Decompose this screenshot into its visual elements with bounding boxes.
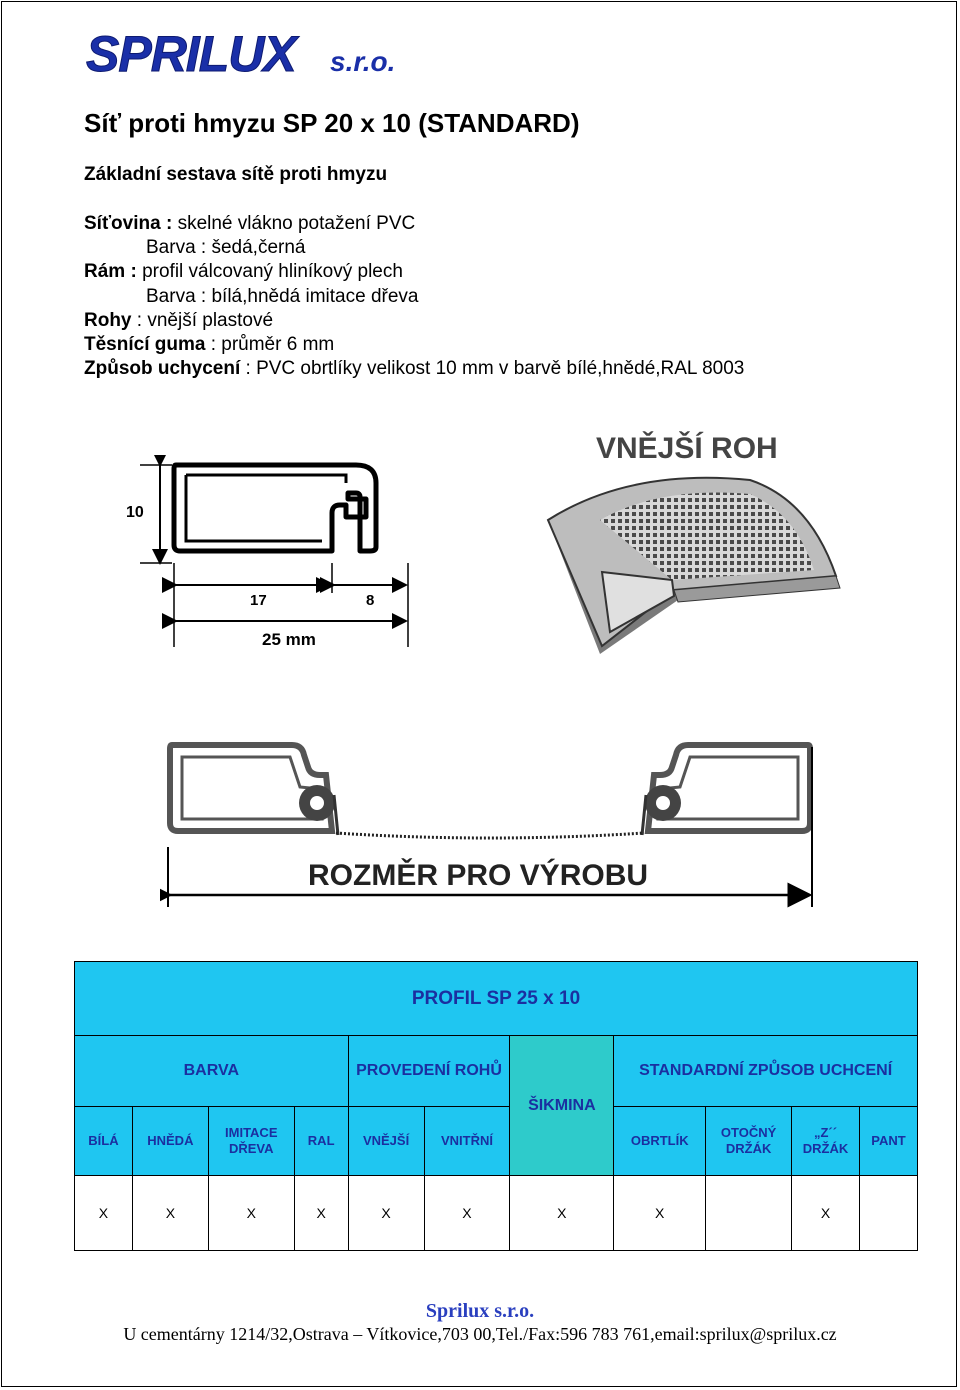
production-size-label: ROZMĚR PRO VÝROBU: [308, 859, 649, 892]
cell-z-drzak: X: [792, 1176, 860, 1251]
col-otocny-drzak: OTOČNÝ DRŽÁK: [706, 1107, 792, 1176]
col-obrtlik: OBRTLÍK: [614, 1107, 706, 1176]
spec-list: [84, 212, 744, 381]
col-ral: RAL: [294, 1107, 348, 1176]
col-vnejsi: VNĚJŠÍ: [348, 1107, 424, 1176]
cell-vnitrni: X: [424, 1176, 510, 1251]
cell-hneda: X: [132, 1176, 208, 1251]
corner-label: VNĚJŠÍ ROH: [596, 432, 778, 465]
cell-ral: X: [294, 1176, 348, 1251]
spec-uchyceni: Způsob uchycení : PVC obrtlíky velikost 10 mm v barvě bílé,hnědé,RAL 8003: [84, 358, 745, 380]
group-barva: BARVA: [75, 1036, 349, 1107]
spec-sitovina-barva: Barva : šedá,černá: [146, 237, 306, 259]
col-imitace: IMITACE DŘEVA: [208, 1107, 294, 1176]
left-profile: [170, 745, 338, 835]
group-provedeni: PROVEDENÍ ROHŮ: [348, 1036, 510, 1107]
col-vnitrni: VNITŘNÍ: [424, 1107, 510, 1176]
col-hneda: HNĚDÁ: [132, 1107, 208, 1176]
production-size-drawing: [160, 735, 820, 915]
spec-guma: Těsnící guma : průměr 6 mm: [84, 334, 335, 356]
cell-sikmina: X: [510, 1176, 614, 1251]
table-row: [75, 1176, 918, 1251]
right-profile: [642, 745, 810, 835]
cell-bila: X: [75, 1176, 133, 1251]
col-z-drzak: „Z´´ DRŽÁK: [792, 1107, 860, 1176]
profile-table: [74, 961, 918, 1251]
page-title: Síť proti hmyzu SP 20 x 10 (STANDARD): [84, 108, 580, 138]
spec-ram: Rám : profil válcovaný hliníkový plech: [84, 261, 403, 283]
page-subtitle: Základní sestava sítě proti hmyzu: [84, 164, 388, 185]
cell-vnejsi: X: [348, 1176, 424, 1251]
spec-sitovina: Síťovina : skelné vlákno potažení PVC: [84, 213, 416, 234]
footer-company: Sprilux s.r.o.: [425, 1300, 535, 1322]
spec-ram-barva: Barva : bílá,hnědá imitace dřeva: [146, 285, 419, 307]
logo-suffix: s.r.o.: [330, 46, 396, 77]
cell-otocny-drzak: [706, 1176, 792, 1251]
group-sikmina: ŠIKMINA: [510, 1036, 614, 1176]
group-zpusob: STANDARDNÍ ZPŮSOB UCHCENÍ: [614, 1036, 918, 1107]
cell-pant: [860, 1176, 918, 1251]
dim-height-label: 10: [126, 504, 144, 521]
cell-obrtlik: X: [614, 1176, 706, 1251]
dim-total-label: 25 mm: [262, 630, 316, 649]
col-pant: PANT: [860, 1107, 918, 1176]
dim-17-label: 17: [250, 592, 267, 609]
profile-cross-section-drawing: [120, 455, 420, 655]
logo-name: SPRILUX: [86, 26, 296, 82]
table-title: PROFIL SP 25 x 10: [75, 962, 918, 1036]
dim-8-label: 8: [366, 592, 375, 609]
footer-address: U cementárny 1214/32,Ostrava – Vítkovice,703 00,Tel./Fax:596 783 761,email:sprilux@sprilux.cz: [123, 1324, 837, 1344]
spec-rohy: Rohy : vnější plastové: [84, 309, 274, 331]
company-logo: [86, 26, 416, 82]
cell-imitace: X: [208, 1176, 294, 1251]
external-corner-illustration: [540, 420, 850, 660]
col-bila: BÍLÁ: [75, 1107, 133, 1176]
